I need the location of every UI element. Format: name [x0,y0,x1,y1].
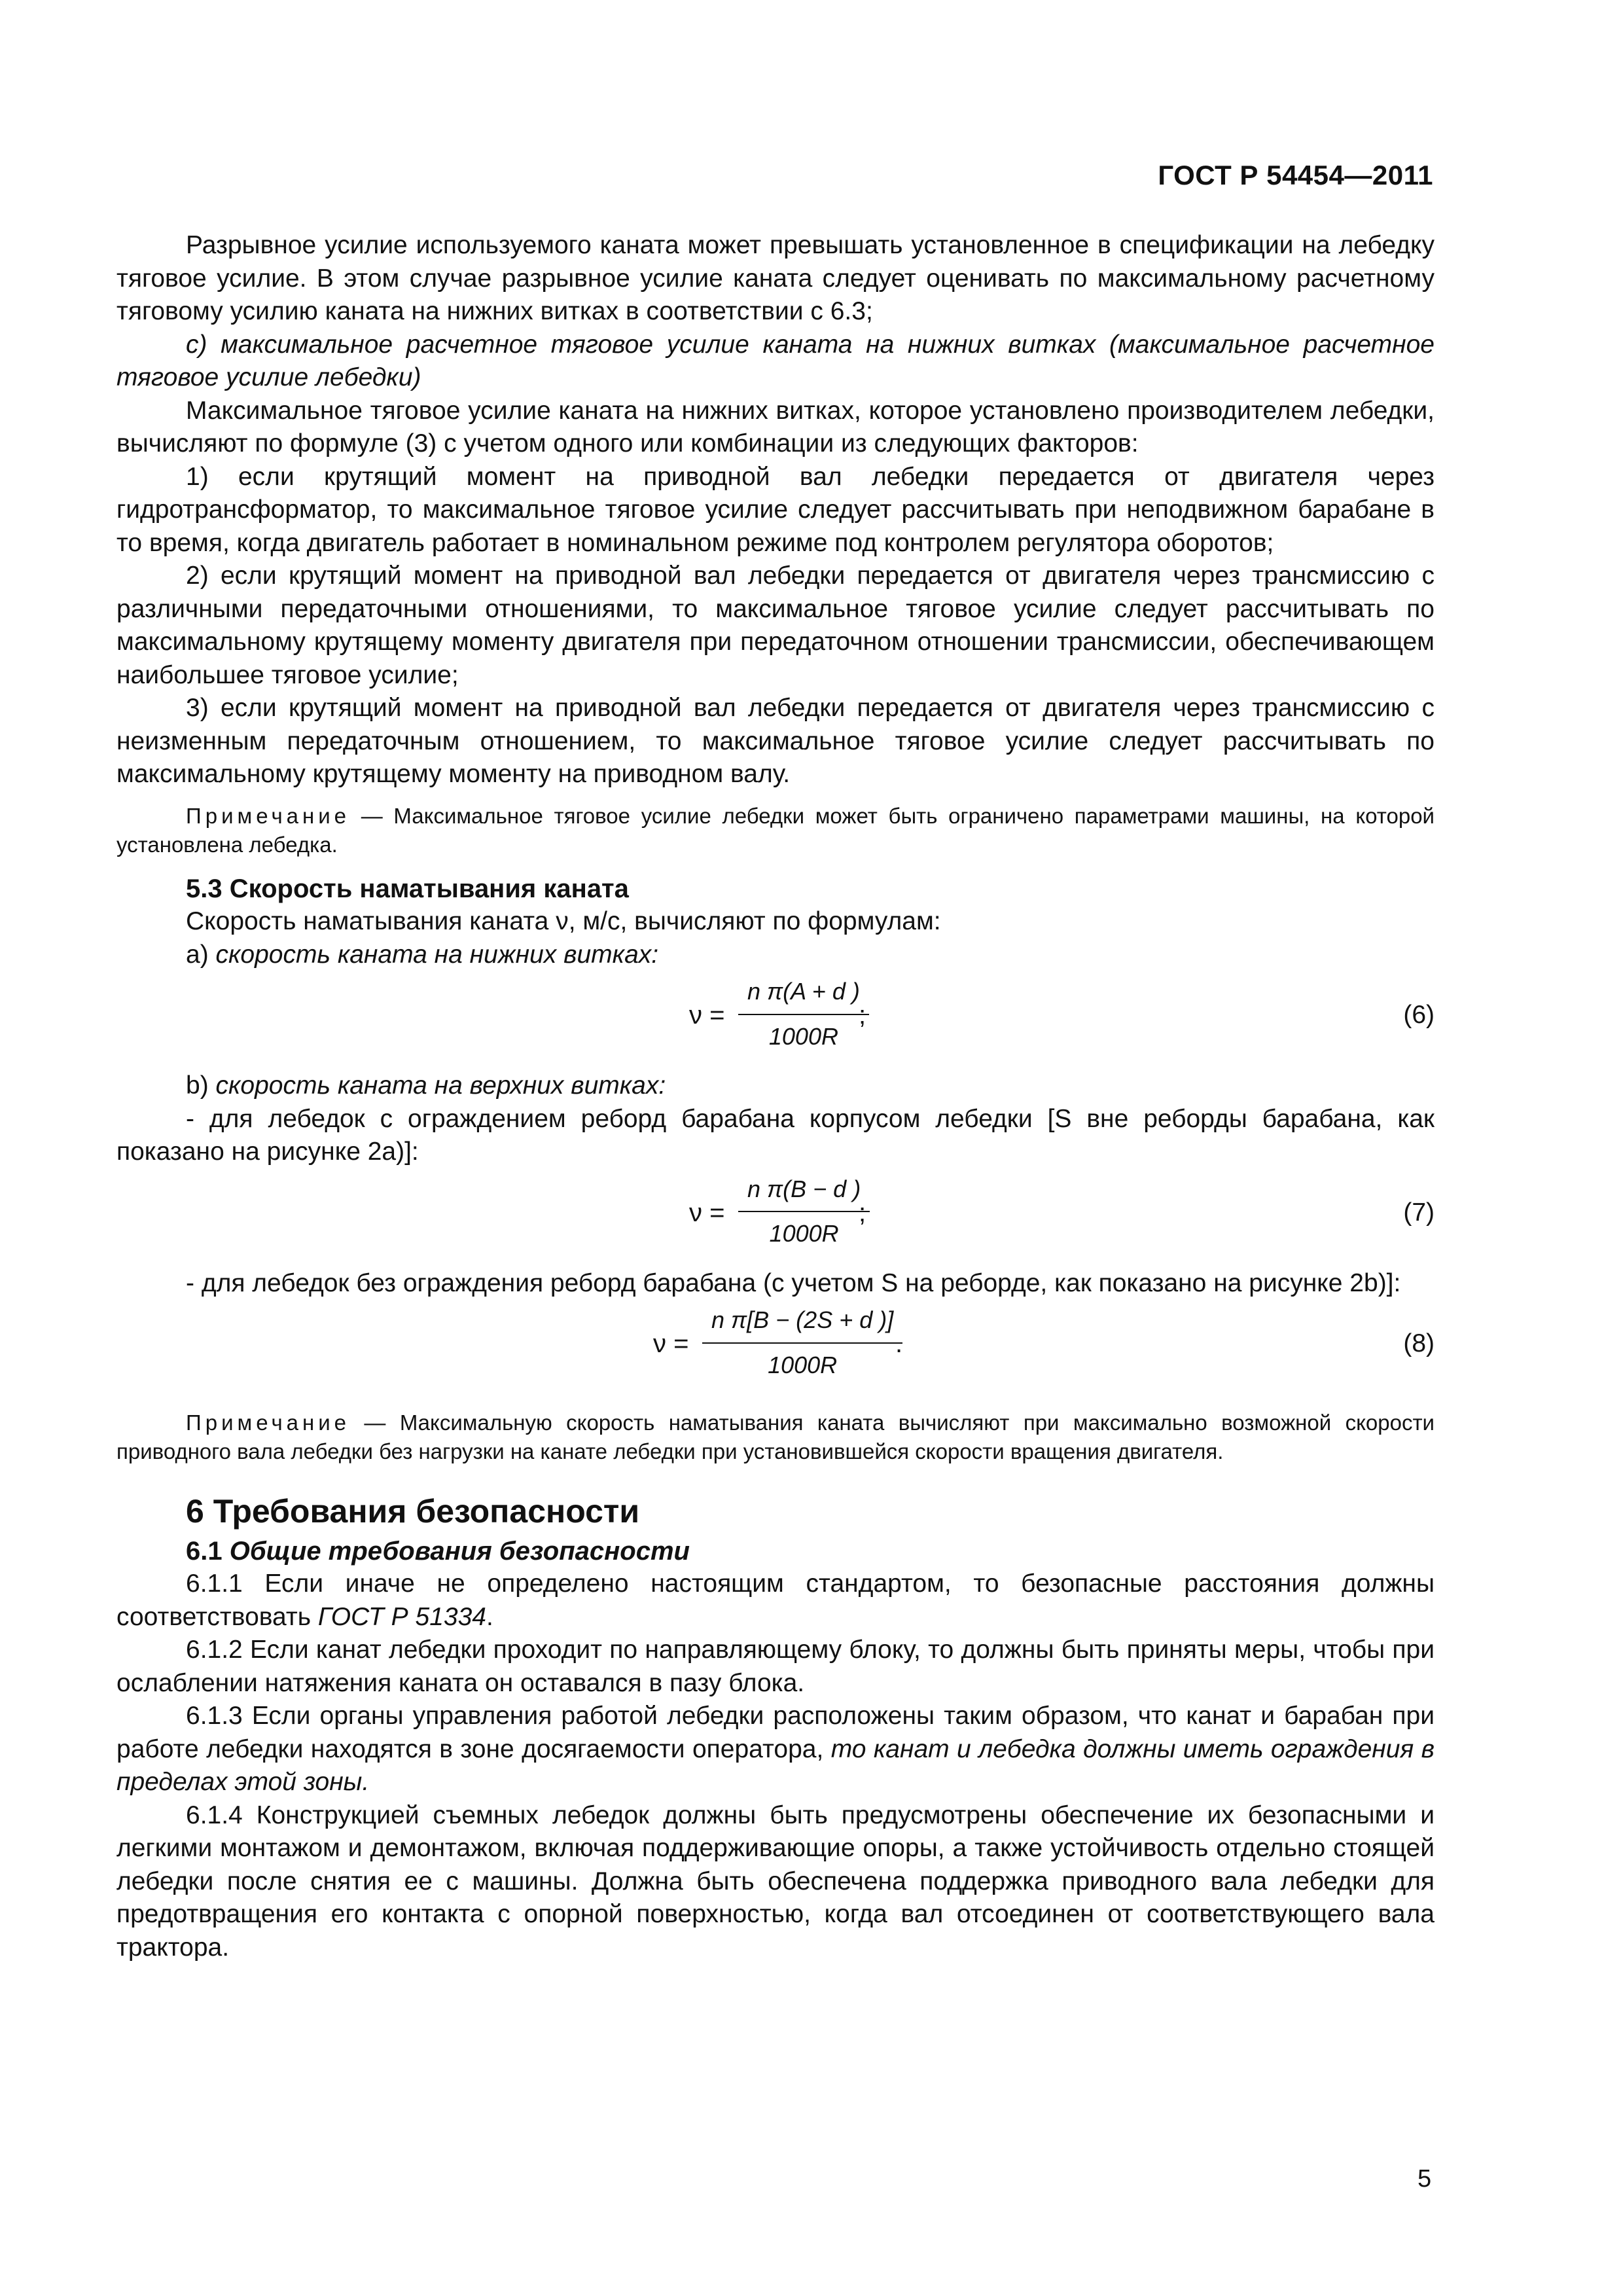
clause-6-1-3 [116,1700,1435,1799]
formula-number: (6) [1403,1001,1435,1029]
formula-6 [116,971,1435,1069]
item-b-prefix: b) [186,1071,216,1100]
clause-6-1-4: 6.1.4 Конструкцией съемных лебедок должны быть предусмотрены обеспечение их безопасными и легкими монтажом и демонтажом, включая поддерживающие опоры, а также устойчивость отдельно стоящей лебедки после снятия ее с машины. Должна быть обеспечена поддержка приводного вала лебедки для предотвращения его контакта с опорной поверхностью, когда вал отсоединен от соответствующего вала трактора. [116,1801,1435,1962]
formula-denominator: 1000R [769,1220,839,1247]
paragraph: - для лебедок с ограждением реборд барабана корпусом лебедки [S вне реборды барабана, как показано на рисунке 2а)]: [116,1104,1435,1166]
formula-numerator: n π(B − d ) [738,1169,870,1213]
formula-lhs: ν = [653,1329,689,1358]
subsection-title: Общие требования безопасности [229,1536,690,1566]
formula-fraction [702,1300,902,1382]
clause-text-italic: то канат и лебедка должны иметь ограждения в пределах этой зоны. [116,1734,1435,1796]
list-item-1: 1) если крутящий момент на приводной вал лебедки передается от двигателя через гидротрансформатор, то максимальное тяговое усилие следует рассчитывать при неподвижном барабане в то время, когда двигатель работает в номинальном режиме под контролем регулятора оборотов; [116,462,1435,557]
list-item-3: 3) если крутящий момент на приводной вал лебедки передается от двигателя через трансмиссию с неизменным передаточным отношением, то максимальное тяговое усилие следует рассчитывать по максимальному крутящему моменту на приводном валу. [116,694,1435,788]
note-label: Примечание [186,1410,351,1435]
page-number: 5 [1418,2165,1432,2193]
formula-punct: ; [859,1001,866,1030]
clause-text: . [486,1602,493,1631]
paragraph: - для лебедок без ограждения реборд барабана (с учетом S на реборде, как показано на рисунке 2b)]: [186,1268,1401,1297]
formula-number: (7) [1403,1198,1435,1227]
item-a-text: скорость каната на нижних витках: [215,940,659,969]
subsection-number: 6.1 [186,1536,230,1566]
formula-punct: ; [859,1198,866,1227]
standard-reference: ГОСТ Р 51334 [317,1602,486,1631]
note-text: — Максимальное тяговое усилие лебедки может быть ограничено параметрами машины, на которой установлена лебедка. [116,803,1435,857]
section-heading-5-3: 5.3 Скорость наматывания каната [186,874,629,903]
list-item-2: 2) если крутящий момент на приводной вал лебедки передается от двигателя через трансмиссию с различными передаточными отношениями, то максимальное тяговое усилие следует рассчитывать по максимальному крутящему моменту двигателя при передаточном отношении трансмиссии, обеспечивающем наибольшее тяговое усилие; [116,562,1435,689]
subsection-heading-6-1 [116,1535,1435,1568]
formula-lhs: ν = [689,1198,725,1227]
paragraph: Скорость наматывания каната ν, м/с, вычисляют по формулам: [186,907,941,935]
item-a [116,939,1435,972]
formula-denominator: 1000R [768,1022,838,1050]
standard-code: ГОСТ Р 54454—2011 [1158,160,1433,190]
clause-text: 6.1.1 Если иначе не определено настоящим стандартом, то безопасные расстояния должны соответствовать [116,1570,1435,1631]
paragraph-italic: с) максимальное расчетное тяговое усилие каната на нижних витках (максимальное расчетное тяговое усилие лебедки) [116,330,1435,391]
formula-numerator: n π[B − (2S + d )] [702,1300,902,1344]
clause-text: 6.1.3 Если органы управления работой лебедки расположены таким образом, что канат и барабан при работе лебедки находятся в зоне досягаемости оператора, [116,1702,1435,1763]
note-text: — Максимальную скорость наматывания каната вычисляют при максимально возможной скорости приводного вала лебедки без нагрузки на канате лебедки при установившейся скорости вращения двигателя. [116,1410,1435,1463]
formula-7 [116,1169,1435,1267]
clause-6-1-1 [116,1568,1435,1634]
note-label: Примечание [186,803,351,828]
note-2 [116,1408,1435,1466]
item-b-text: скорость каната на верхних витках: [215,1071,666,1100]
formula-denominator: 1000R [768,1351,838,1378]
formula-lhs: ν = [689,1001,725,1030]
paragraph: Разрывное усилие используемого каната может превышать установленное в спецификации на лебедку тяговое усилие. В этом случае разрывное усилие каната следует оценивать по максимальному расчетному тяговому усилию каната на нижних витках в соответствии с 6.3; [116,231,1435,325]
page-body [116,229,1435,1964]
formula-fraction [738,1169,870,1251]
item-a-prefix: а) [186,940,216,969]
formula-8 [116,1300,1435,1398]
paragraph: Максимальное тяговое усилие каната на нижних витках, которое установлено производителем лебедки, вычисляют по формуле (3) с учетом одного или комбинации из следующих факторов: [116,396,1435,457]
formula-fraction [738,971,869,1053]
section-heading-6: 6 Требования безопасности [186,1493,640,1530]
note-1 [116,802,1435,859]
formula-number: (8) [1403,1329,1435,1357]
formula-numerator: n π(A + d ) [738,971,869,1015]
clause-6-1-2: 6.1.2 Если канат лебедки проходит по направляющему блоку, то должны быть приняты меры, чтобы при ослаблении натяжения каната он оставался в пазу блока. [116,1636,1435,1697]
item-b [116,1069,1435,1103]
formula-punct: . [895,1329,903,1358]
